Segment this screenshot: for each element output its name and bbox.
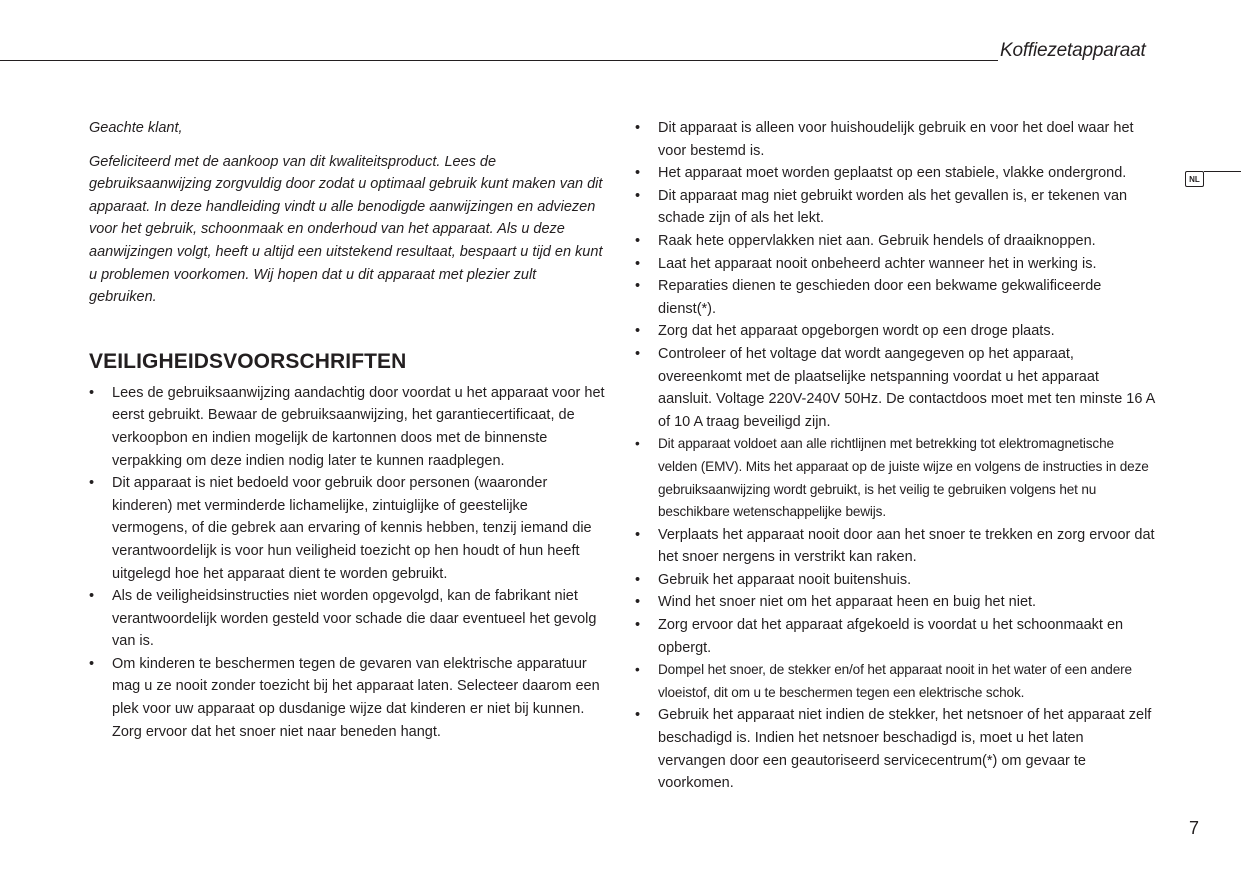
list-item: • Als de veiligheidsinstructies niet worden opgevolgd, kan de fabrikant niet verantwoordelijk worden gesteld voor schade die daar eventueel het gevolg van is. [89, 585, 607, 653]
list-item: • Zorg ervoor dat het apparaat afgekoeld is voordat u het schoonmaakt en opbergt. [635, 614, 1155, 659]
list-item: • Dit apparaat is niet bedoeld voor gebruik door personen (waaronder kinderen) met verminderde lichamelijke, zintuiglijke of geestelijke vermogens, of die gebrek aan ervaring of kennis hebben, tenzij iemand die verantwoordelijk is voor hun veiligheid toezicht op hen houdt of hun heeft uitgelegd hoe het apparaat dient te worden gebruikt. [89, 472, 607, 585]
language-badge-rule [1204, 171, 1241, 172]
list-item: • Reparaties dienen te geschieden door een bekwame gekwalificeerde dienst(*). [635, 275, 1155, 320]
list-item: • Dit apparaat voldoet aan alle richtlijnen met betrekking tot elektromagnetische velden (EMV). Mits het apparaat op de juiste wijze en volgens de instructies in deze gebruiksaanwijzing wordt gebruikt, is het veilig te gebruiken volgens het nu beschikbare wetenschappelijke bewijs. [635, 433, 1155, 523]
list-item: • Dit apparaat is alleen voor huishoudelijk gebruik en voor het doel waar het voor bestemd is. [635, 117, 1155, 162]
list-item: • Zorg dat het apparaat opgeborgen wordt op een droge plaats. [635, 320, 1155, 343]
intro-paragraph: Gefeliciteerd met de aankoop van dit kwaliteitsproduct. Lees de gebruiksaanwijzing zorgvuldig door zodat u optimaal gebruik kunt maken van dit apparaat. In deze handleiding vindt u alle benodigde aanwijzingen en adviezen voor het gebruik, schoonmaak en onderhoud van het apparaat. Als u deze aanwijzingen volgt, heeft u altijd een uitstekend resultaat, bespaart u tijd en kunt u problemen voorkomen. Wij hopen dat u dit apparaat met plezier zult gebruiken. [89, 153, 603, 306]
header-title: Koffiezetapparaat [1000, 40, 1146, 61]
list-item: • Wind het snoer niet om het apparaat heen en buig het niet. [635, 591, 1155, 614]
salutation: Geachte klant, [89, 120, 183, 136]
language-badge: NL [1185, 171, 1204, 187]
list-item: • Dompel het snoer, de stekker en/of het apparaat nooit in het water of een andere vloeistof, dit om u te beschermen tegen een elektrische schok. [635, 659, 1155, 704]
list-item: • Dit apparaat mag niet gebruikt worden als het gevallen is, er tekenen van schade zijn of als het lekt. [635, 185, 1155, 230]
list-item: • Controleer of het voltage dat wordt aangegeven op het apparaat, overeenkomt met de plaatselijke netspanning voordat u het apparaat aansluit. Voltage 220V-240V 50Hz. De contactdoos moet met ten minste 16 A of 10 A traag beveiligd zijn. [635, 343, 1155, 433]
list-item: • Gebruik het apparaat nooit buitenshuis. [635, 569, 1155, 592]
safety-list-left [89, 382, 607, 744]
list-item: • Raak hete oppervlakken niet aan. Gebruik hendels of draaiknoppen. [635, 230, 1155, 253]
safety-heading: VEILIGHEIDSVOORSCHRIFTEN [89, 349, 407, 373]
page-number: 7 [1189, 818, 1200, 838]
list-item: • Lees de gebruiksaanwijzing aandachtig door voordat u het apparaat voor het eerst gebruikt. Bewaar de gebruiksaanwijzing, het garantiecertificaat, de verkoopbon en indien mogelijk de kartonnen doos met de binnenste verpakking om deze indien nodig later te kunnen raadplegen. [89, 382, 607, 472]
left-column [89, 117, 607, 743]
right-column [635, 117, 1155, 795]
safety-list-right [635, 117, 1155, 795]
list-item: • Gebruik het apparaat niet indien de stekker, het netsnoer of het apparaat zelf beschadigd is. Indien het netsnoer beschadigd is, moet u het laten vervangen door een geautoriseerd servicecentrum(*) om gevaar te voorkomen. [635, 704, 1155, 794]
list-item: • Om kinderen te beschermen tegen de gevaren van elektrische apparatuur mag u ze nooit zonder toezicht bij het apparaat laten. Selecteer daarom een plek voor uw apparaat op dusdanige wijze dat kinderen er niet bij kunnen. Zorg ervoor dat het snoer niet naar beneden hangt. [89, 653, 607, 743]
list-item: • Verplaats het apparaat nooit door aan het snoer te trekken en zorg ervoor dat het snoer nergens in verstrikt kan raken. [635, 524, 1155, 569]
list-item: • Het apparaat moet worden geplaatst op een stabiele, vlakke ondergrond. [635, 162, 1155, 185]
list-item: • Laat het apparaat nooit onbeheerd achter wanneer het in werking is. [635, 253, 1155, 276]
header-rule [0, 60, 998, 61]
